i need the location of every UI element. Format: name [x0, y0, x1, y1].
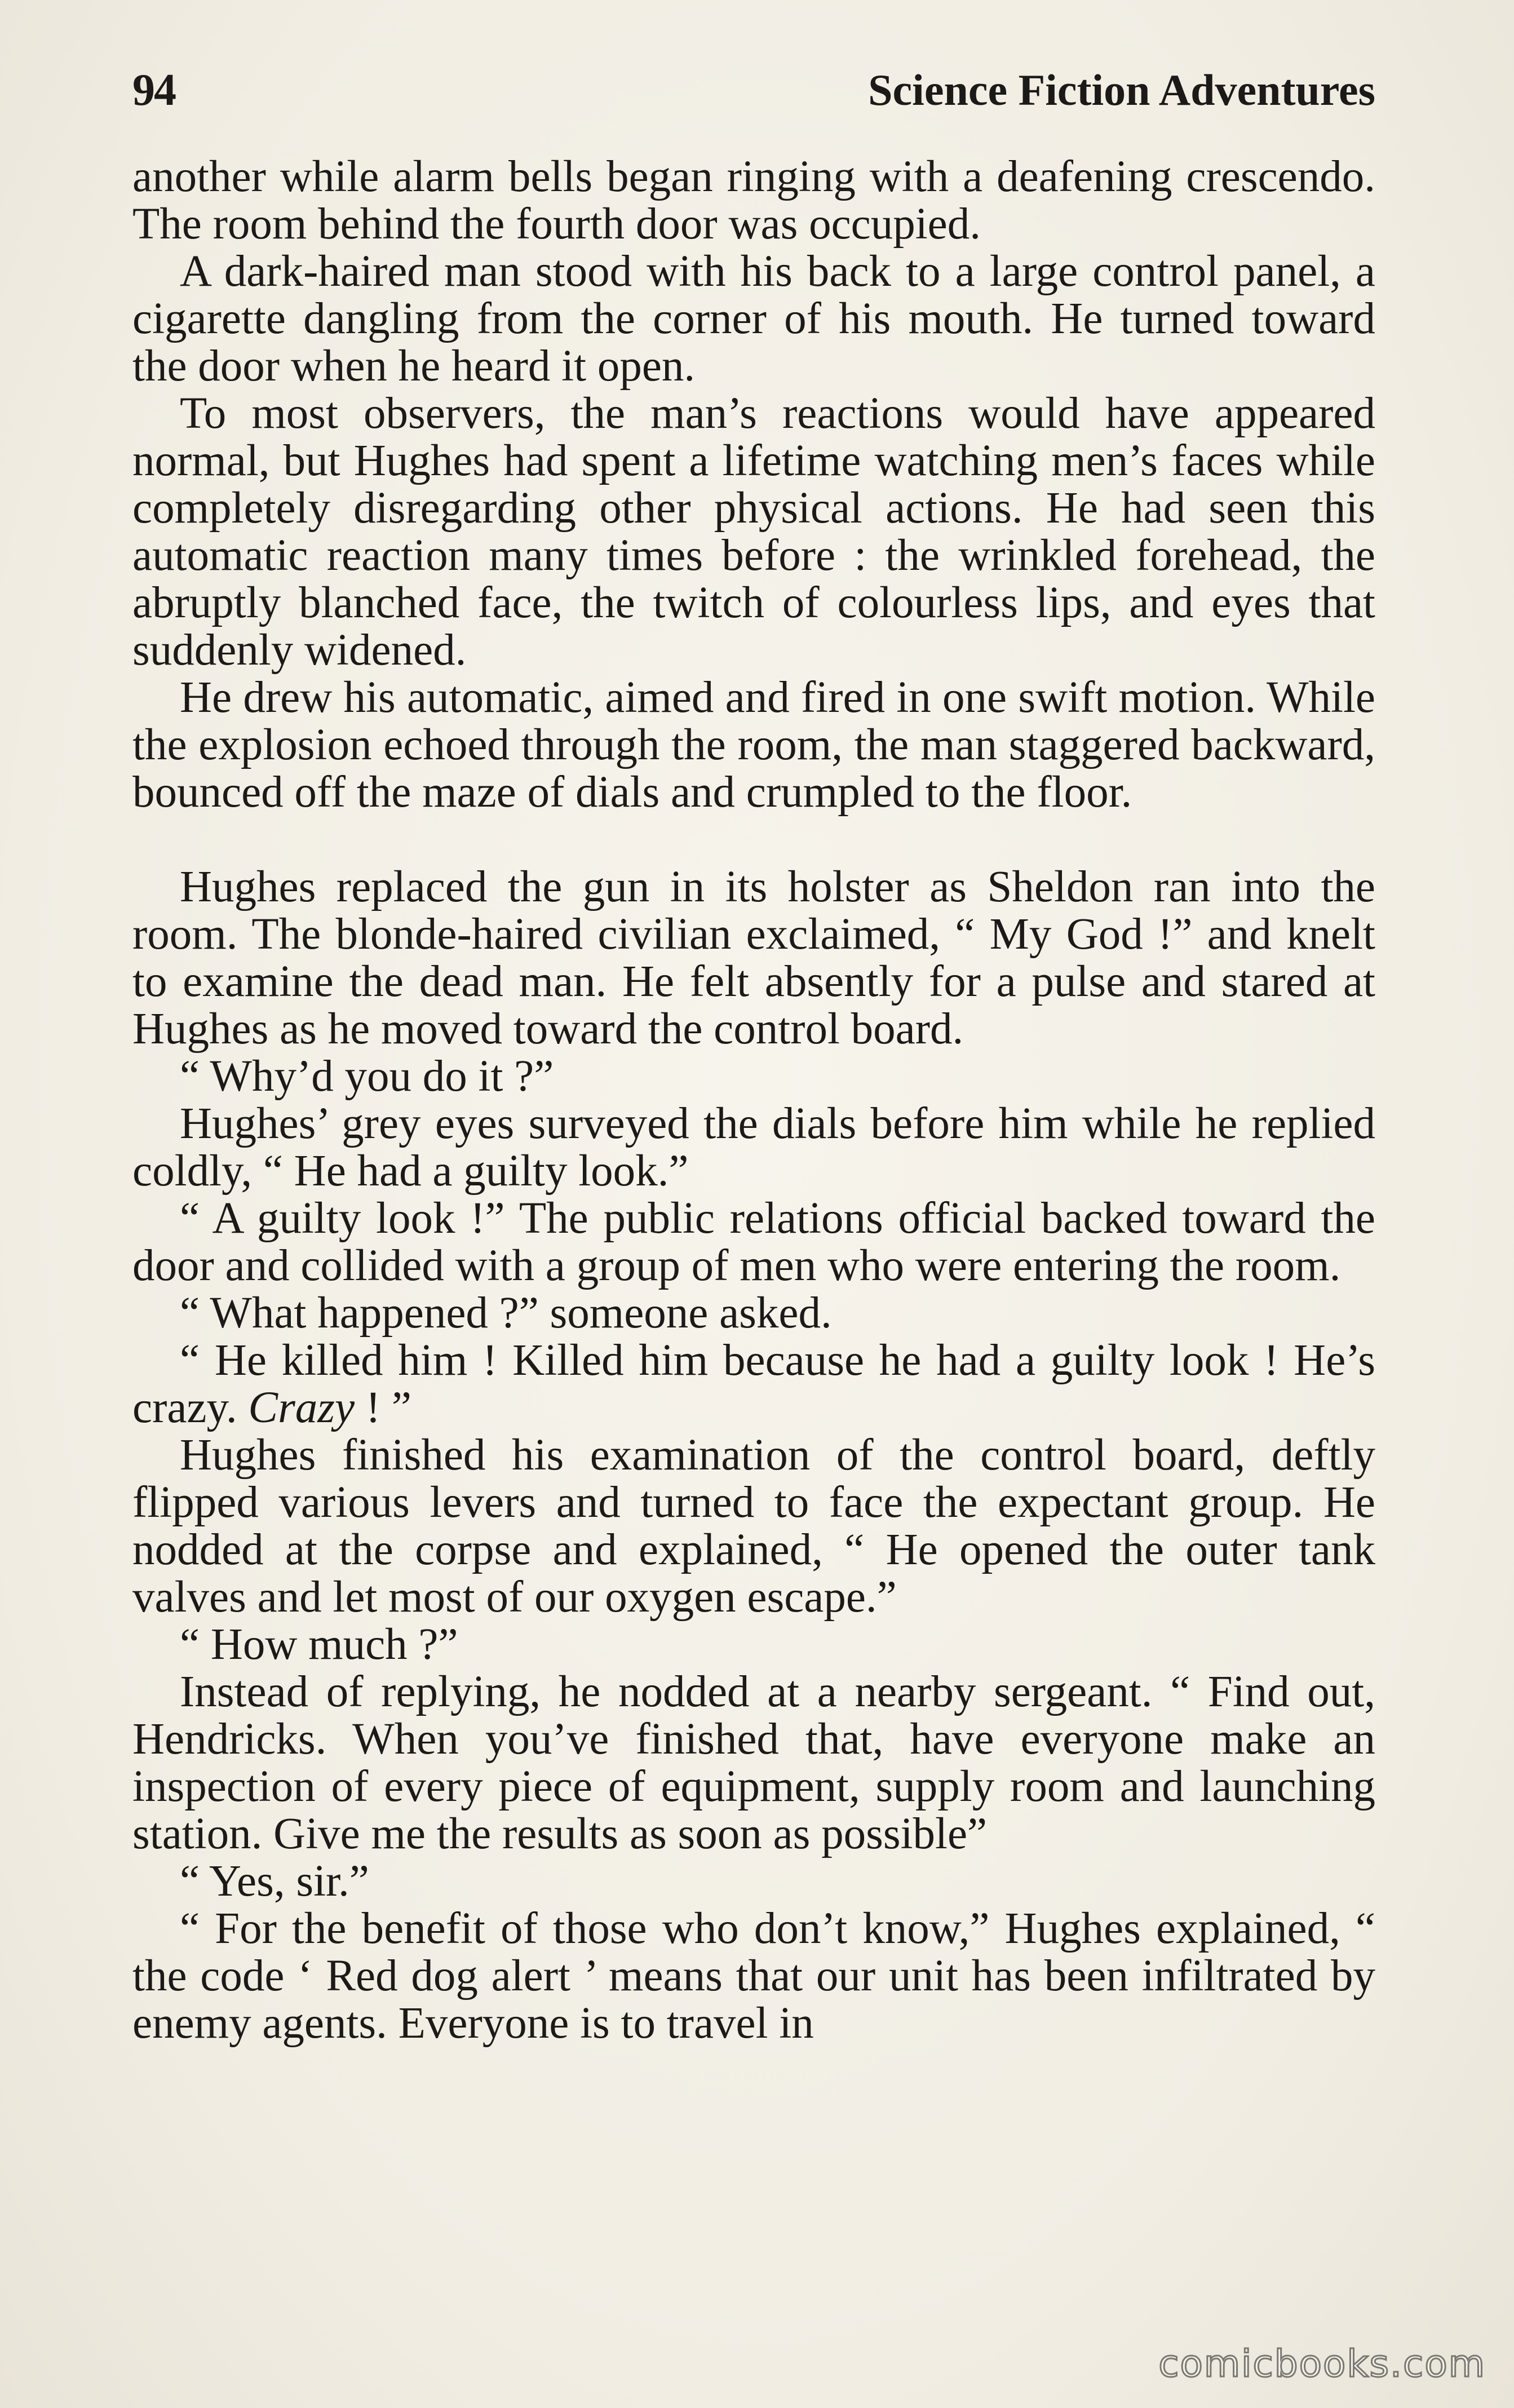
paragraph: “ For the benefit of those who don’t know,” Hughes explained, “ the code ‘ Red dog alert ’ means that our unit has been infiltrated by enemy agents. Everyone is to travel in: [132, 1904, 1375, 2048]
paragraph-text: “ He killed him ! Killed him because he had a guilty look ! He’s crazy.: [132, 1336, 1375, 1432]
paragraph-text-end: ! ”: [355, 1383, 411, 1432]
paragraph: another while alarm bells began ringing with a deafening crescendo. The room behind the fourth door was occupied.: [132, 152, 1375, 249]
paragraph: Hughes finished his examination of the control board, deftly flipped various levers and turned to face the expectant group. He nodded at the corpse and explained, “ He opened the outer tank valves and let most of our oxygen escape.”: [132, 1431, 1375, 1622]
paragraph: “ How much ?”: [180, 1620, 458, 1669]
watermark-logo: comicbooks.com: [1158, 2342, 1486, 2385]
paragraph: “ What happened ?” someone asked.: [180, 1289, 832, 1338]
paragraph: Hughes replaced the gun in its holster as Sheldon ran into the room. The blonde-haired civilian exclaimed, “ My God !” and knelt to examine the dead man. He felt absently for a pulse and stared at Hughes as he moved toward the control board.: [132, 862, 1375, 1054]
page-header: [132, 65, 1375, 127]
story-text: [132, 153, 1375, 2047]
paragraph: Instead of replying, he nodded at a nearby sergeant. “ Find out, Hendricks. When you’ve finished that, have everyone make an inspection of every piece of equipment, supply room and launching station. Give me the results as soon as possible”: [132, 1667, 1375, 1858]
paragraph: Hughes’ grey eyes surveyed the dials before him while he replied coldly, “ He had a guilty look.”: [132, 1099, 1375, 1196]
paragraph: A dark-haired man stood with his back to a large control panel, a cigarette dangling from the corner of his mouth. He turned toward the door when he heard it open.: [132, 247, 1375, 391]
paragraph: [132, 1337, 1375, 1432]
paragraph: To most observers, the man’s reactions would have appeared normal, but Hughes had spent a lifetime watching men’s faces while completely disregarding other physical actions. He had seen this automatic reaction many times before : the wrinkled forehead, the abruptly blanched face, the twitch of colourless lips, and eyes that suddenly widened.: [132, 389, 1375, 675]
italic-emphasis: Crazy: [248, 1383, 355, 1432]
paragraph: “ Yes, sir.”: [180, 1857, 369, 1906]
page-number: 94: [132, 65, 175, 115]
paragraph: “ Why’d you do it ?”: [180, 1052, 554, 1101]
paragraph: “ A guilty look !” The public relations official backed toward the door and collided with a group of men who were entering the room.: [132, 1194, 1375, 1290]
paragraph: He drew his automatic, aimed and fired in one swift motion. While the explosion echoed through the room, the man staggered backward, bounced off the maze of dials and crumpled to the floor.: [132, 673, 1375, 817]
running-title: Science Fiction Adventures: [868, 65, 1375, 114]
